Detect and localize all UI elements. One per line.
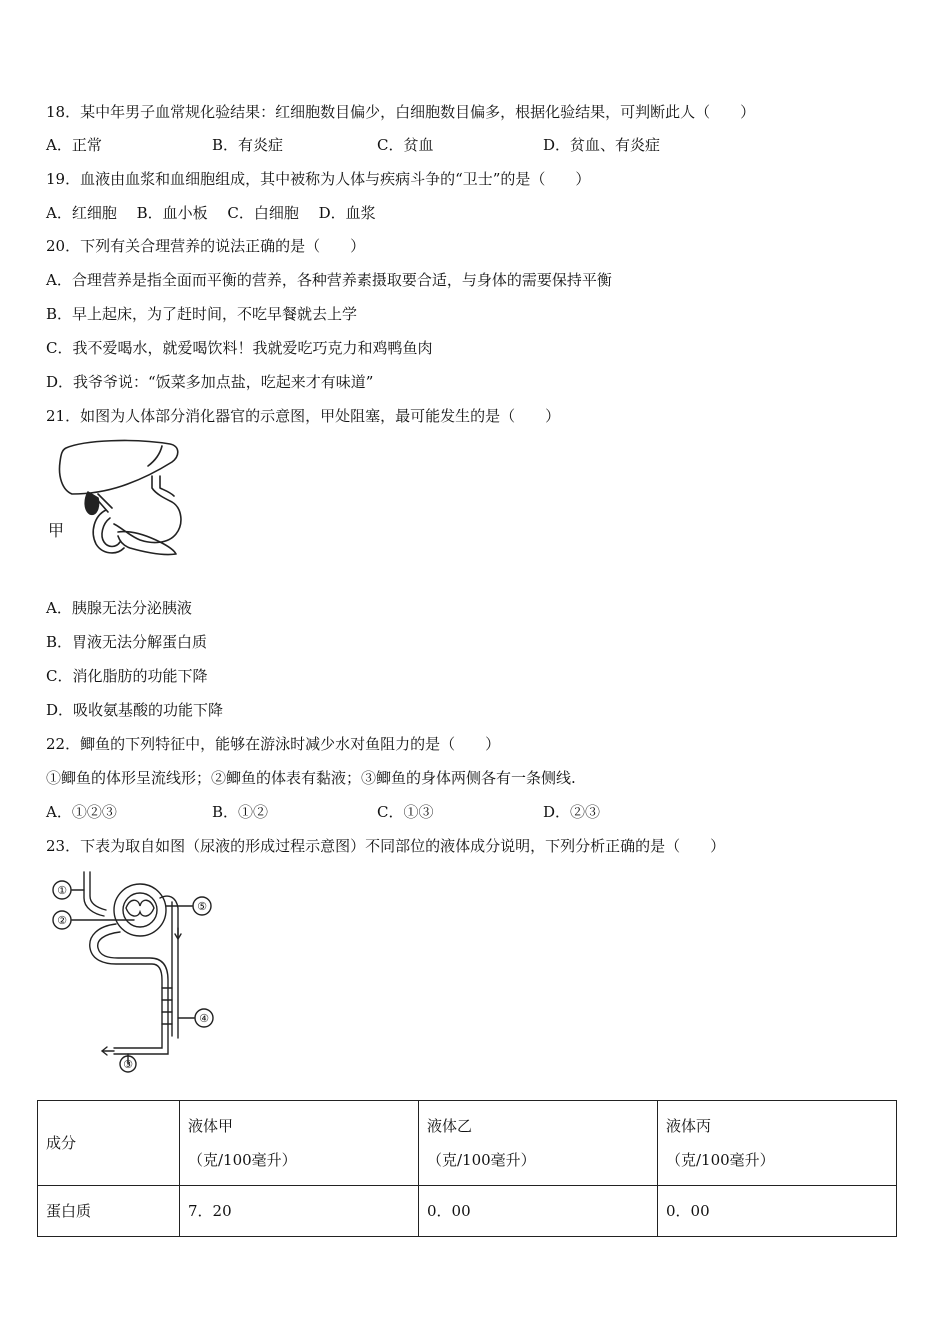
table-cell: 0．00 [658, 1186, 897, 1237]
q23-stem: 23．下表为取自如图（尿液的形成过程示意图）不同部位的液体成分说明，下列分析正确的是（ ） [46, 837, 726, 855]
fluid-composition-table [37, 1100, 897, 1237]
q20-option-d: D．我爷爷说：“饭菜多加点盐，吃起来才有味道” [46, 373, 374, 391]
q20-option-a: A．合理营养是指全面而平衡的营养，各种营养素摄取要合适，与身体的需要保持平衡 [46, 271, 612, 289]
q21-stem: 21．如图为人体部分消化器官的示意图，甲处阻塞，最可能发生的是（ ） [46, 407, 561, 425]
table-cell: 7．20 [180, 1186, 419, 1237]
header-fluid-c-unit: （克/100毫升） [666, 1151, 775, 1169]
q21-option-d: D．吸收氨基酸的功能下降 [46, 701, 224, 719]
header-cell-fluid-c [658, 1101, 897, 1186]
gallbladder-shape [85, 492, 98, 514]
table-row [38, 1186, 897, 1237]
table-header-row [38, 1101, 897, 1186]
figure-label-jia: 甲 [48, 521, 65, 540]
figure-label-1: ① [57, 884, 67, 897]
q22-option-a: A．①②③ [46, 803, 117, 821]
header-fluid-b-name: 液体乙 [427, 1117, 473, 1135]
digestive-organs-figure [44, 436, 194, 566]
q21-option-a: A．胰腺无法分泌胰液 [46, 599, 192, 617]
figure-label-5: ⑤ [197, 900, 207, 913]
header-fluid-a-name: 液体甲 [188, 1117, 234, 1135]
q19-stem: 19．血液由血浆和血细胞组成，其中被称为人体与疾病斗争的“卫士”的是（ ） [46, 170, 591, 188]
q18-stem: 18．某中年男子血常规化验结果：红细胞数目偏少，白细胞数目偏多，根据化验结果，可判断此人（ ） [46, 103, 756, 121]
q22-option-b: B．①② [212, 803, 269, 821]
q18-option-c: C．贫血 [377, 136, 434, 154]
header-fluid-a-unit: （克/100毫升） [188, 1151, 297, 1169]
q18-option-b: B．有炎症 [212, 136, 284, 154]
pancreas-shape [118, 532, 176, 555]
q22-option-c: C．①③ [377, 803, 434, 821]
header-fluid-b-unit: （克/100毫升） [427, 1151, 536, 1169]
table-cell: 0．00 [419, 1186, 658, 1237]
q22-option-d: D．②③ [543, 803, 601, 821]
header-fluid-c-name: 液体丙 [666, 1117, 712, 1135]
q21-option-b: B．胃液无法分解蛋白质 [46, 633, 208, 651]
q19-options: A．红细胞 B．血小板 C．白细胞 D．血浆 [46, 204, 376, 222]
figure-label-3: ③ [123, 1058, 133, 1071]
q21-option-c: C．消化脂肪的功能下降 [46, 667, 208, 685]
header-cell-fluid-a [180, 1101, 419, 1186]
header-component-label: 成分 [46, 1134, 77, 1152]
figure-label-2: ② [57, 914, 67, 927]
q18-option-a: A．正常 [46, 136, 102, 154]
q20-stem: 20．下列有关合理营养的说法正确的是（ ） [46, 237, 366, 255]
q20-option-b: B．早上起床，为了赶时间，不吃早餐就去上学 [46, 305, 358, 323]
q22-statement: ①鲫鱼的体形呈流线形；②鲫鱼的体表有黏液；③鲫鱼的身体两侧各有一条侧线. [46, 769, 576, 787]
tubule-shape [90, 924, 162, 1048]
q20-option-c: C．我不爱喝水，就爱喝饮料！我就爱吃巧克力和鸡鸭鱼肉 [46, 339, 433, 357]
q22-stem: 22．鲫鱼的下列特征中，能够在游泳时减少水对鱼阻力的是（ ） [46, 735, 501, 753]
figure-label-4: ④ [199, 1012, 209, 1025]
q18-option-d: D．贫血、有炎症 [543, 136, 661, 154]
header-cell-fluid-b [419, 1101, 658, 1186]
urine-formation-figure [44, 868, 224, 1073]
table-cell: 蛋白质 [38, 1186, 180, 1237]
header-cell-component [38, 1101, 180, 1186]
